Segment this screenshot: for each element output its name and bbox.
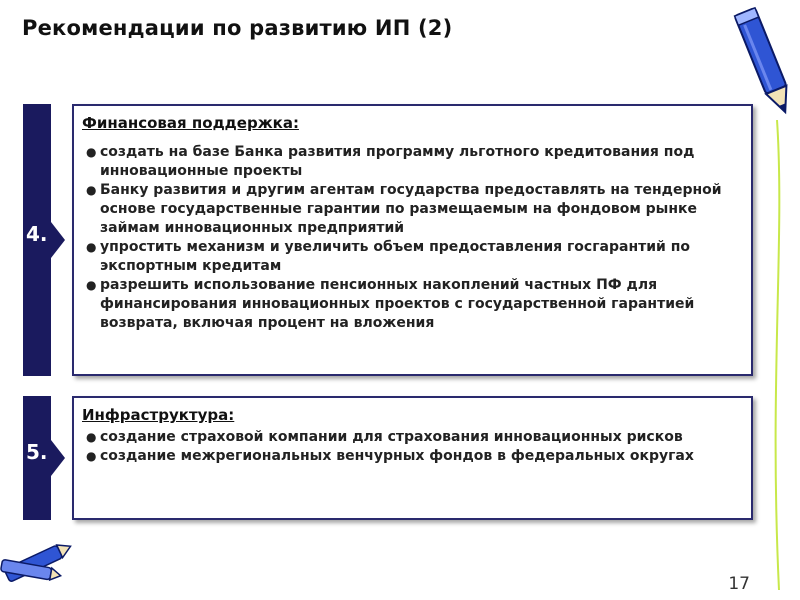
list-item: ● создать на базе Банка развития программу льготного кредитования под инновационные проекты [86,144,695,179]
list-item: ● создание межрегиональных венчурных фондов в федеральных округах [86,448,694,464]
infrastructure-panel [72,396,753,520]
list-item: ● упростить механизм и увеличить объем предоставления госгарантий по экспортным кредитам [86,239,691,274]
list-item: ● Банку развития и другим агентам государства предоставлять на тендерной основе государственные гарантии по размещаемым на фондовом рынке займам инновационных предприятий [86,182,722,236]
page-number: 17 [728,574,750,594]
list-item: ● создание страховой компании для страхования инновационных рисков [86,429,683,445]
financial-support-heading: Финансовая поддержка: [82,114,299,132]
list-item: ● разрешить использование пенсионных накоплений частных ПФ для финансирования инновационных проектов с государственной гарантией возврата, включая процент на вложения [86,277,695,331]
infrastructure-list [82,428,741,466]
crayons-icon [0,536,80,596]
financial-support-panel [72,104,753,376]
financial-support-list [82,143,741,333]
section-number-bar-5 [23,396,51,520]
decorative-curve-line [755,120,795,590]
slide-title: Рекомендации по развитию ИП (2) [22,16,453,40]
section-number-4: 4. [26,222,48,246]
infrastructure-heading: Инфраструктура: [82,406,235,424]
section-number-5: 5. [26,440,48,464]
section-number-bar-4 [23,104,51,376]
